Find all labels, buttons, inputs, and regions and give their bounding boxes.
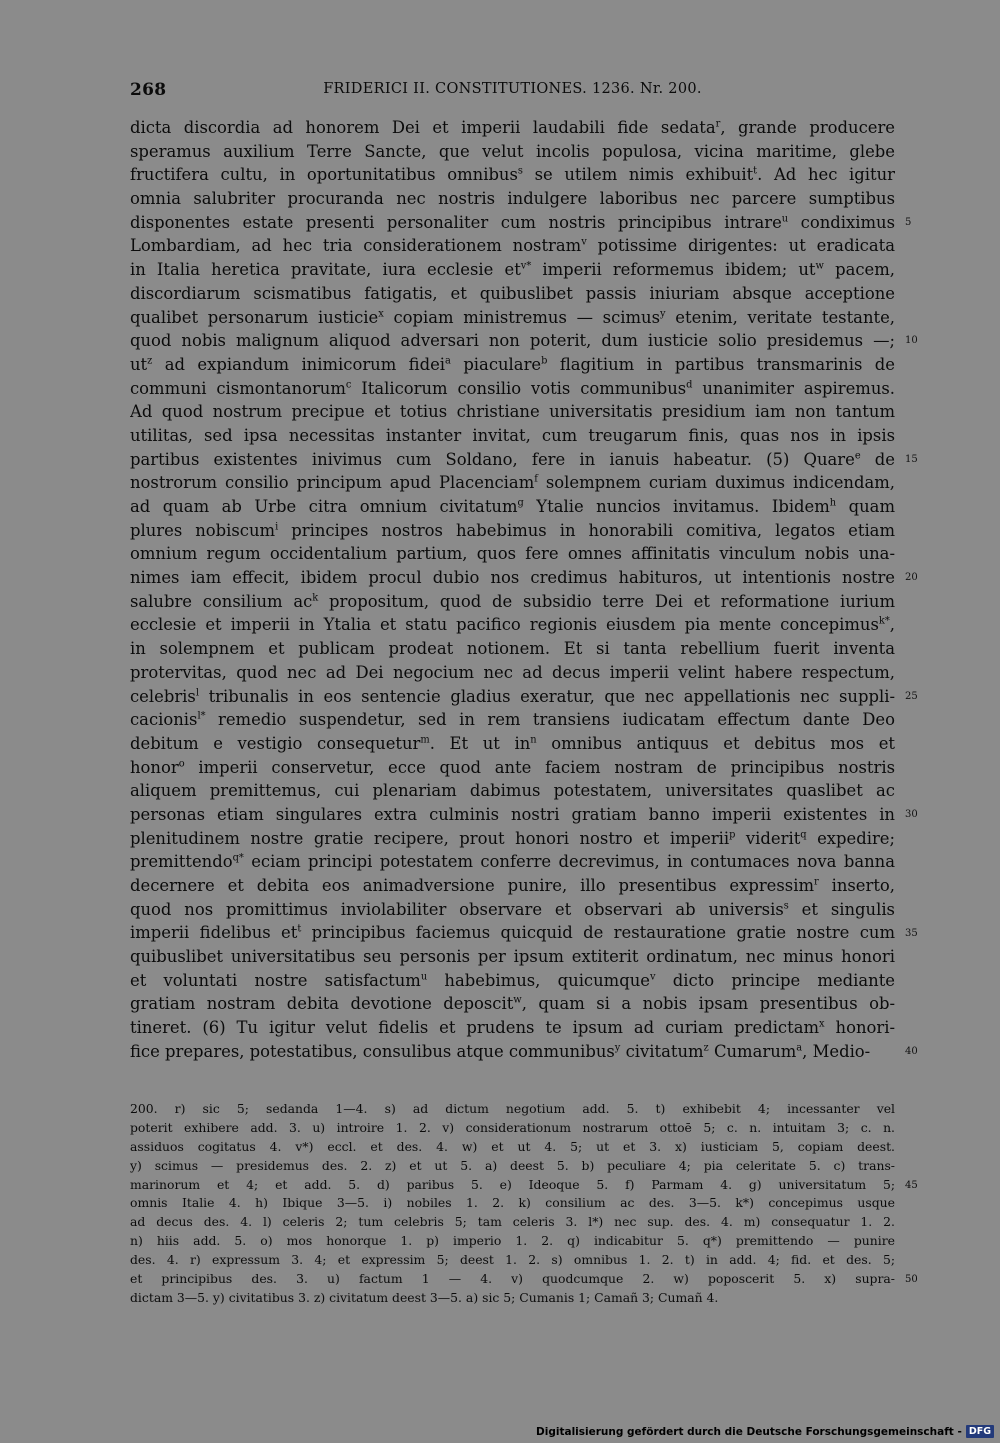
margin-line-number: 10 [905,335,918,347]
footnote-line: assiduos cogitatus 4. v*) eccl. et des. 4. w) et ut 4. 5; ut et 3. x) iusticiam 5, copiam deest. [130,1138,895,1154]
text-line: fice prepares, potestatibus, consulibus atque communibus$^y$ civitatum$^z$ Cumarum$^a$, Medio- [130,1041,871,1061]
digitization-credit [536,1424,994,1439]
margin-line-number: 15 [905,453,918,465]
text-line: communi cismontanorum$^c$ Italicorum consilio votis communibus$^d$ unanimiter aspiremus. [130,378,895,398]
text-line: gratiam nostram debita devotione deposcit$^w$, quam si a nobis ipsam presentibus ob- [130,994,895,1014]
text-line: nimes iam effecit, ibidem procul dubio nos credimus habituros, ut intentionis nostre [130,568,895,588]
text-line: nostrorum consilio principum apud Placenciam$^f$ solempnem curiam duximus indicendam, [130,473,895,493]
text-line: cacionis$^{l*}$ remedio suspendetur, sed in rem transiens iudicatam effectum dante Deo [130,710,895,730]
text-line: premittendo$^{q*}$ eciam principi potestatem conferre decrevimus, in contumaces nova banna [130,852,895,872]
text-line: Ad quod nostrum precipue et totius christiane universitatis presidium iam non tantum [130,402,895,422]
margin-line-number: 35 [905,927,918,939]
credit-text: Digitalisierung gefördert durch die Deutsche Forschungsgemeinschaft - [536,1425,962,1438]
text-line: Lombardiam, ad hec tria considerationem nostram$^v$ potissime dirigentes: ut eradicata [130,236,895,256]
footnote-line: des. 4. r) expressum 3. 4; et expressim 5; deest 1. 2. s) omnibus 1. 2. t) in add. 4; fid. et des. 5; [130,1252,895,1268]
page-number: 268 [130,80,167,100]
text-line: quod nos promittimus inviolabiliter observare et observari ab universis$^s$ et singulis [130,899,895,919]
text-line: disponentes estate presenti personaliter cum nostris principibus intrare$^u$ condiximus [130,212,895,232]
margin-line-number: 40 [905,1046,918,1058]
text-line: tineret. (6) Tu igitur velut fidelis et prudens te ipsum ad curiam predictam$^x$ honori- [130,1018,895,1038]
text-line: plenitudinem nostre gratie recipere, prout honori nostro et imperii$^p$ viderit$^q$ expedire; [130,828,895,848]
text-line: plures nobiscum$^i$ principes nostros habebimus in honorabili comitiva, legatos etiam [130,520,895,540]
text-line: partibus existentes inivimus cum Soldano, fere in ianuis habeatur. (5) Quare$^e$ de [130,449,895,469]
text-line: protervitas, quod nec ad Dei negocium nec ad decus imperii velint habere respectum, [130,662,895,682]
text-line: salubre consilium $ac^k$ propositum, quod de subsidio terre Dei et reformatione iurium [130,591,895,611]
footnote-line: y) scimus — presidemus des. 2. z) et ut 5. a) deest 5. b) peculiare 4; pia celeritate 5. c) trans- [130,1157,895,1173]
footnote-line: 200. r) sic 5; sedanda 1—4. s) ad dictum negotium add. 5. t) exhibebit 4; incessanter vel [130,1101,895,1116]
text-line: in Italia heretica pravitate, iura ecclesie $et^{v*}$ imperii reformemus ibidem; $ut^w$ pacem, [130,260,895,280]
text-line: dicta discordia ad honorem Dei et imperii laudabili fide sedata$^r$, grande producere [130,118,895,137]
page-header [130,80,895,102]
text-line: quod nobis malignum aliquod adversari non poterit, dum iusticie solio presidemus —; [130,331,895,351]
text-line: honor$^o$ imperii conservetur, ecce quod ante faciem nostram de principibus nostris [130,757,895,777]
text-line: aliquem premittemus, cui plenariam dabimus potestatem, universitates quaslibet ac [130,781,895,801]
text-line: fructifera cultu, in oportunitatibus omnibus$^s$ se utilem nimis exhibuit$^t$. Ad hec igitur [130,165,895,185]
main-text [130,116,895,1064]
footnotes [130,1100,895,1308]
text-line: celebris$^l$ tribunalis in eos sentencie gladius exeratur, que nec appellationis nec suppli- [130,686,895,706]
margin-line-number: 5 [905,216,912,228]
text-line: ad quam ab Urbe citra omnium civitatum$^g$ Ytalie nuncios invitamus. Ibidem$^h$ quam [130,497,895,516]
margin-line-number: 50 [905,1274,918,1286]
footnote-line: et principibus des. 3. u) factum 1 — 4. v) quodcumque 2. w) poposcerit 5. x) supra- [130,1271,895,1287]
dfg-logo: DFG [966,1425,994,1438]
footnote-line: ad decus des. 4. l) celeris 2; tum celebris 5; tam celeris 3. l*) nec sup. des. 4. m) consequatur 1. 2. [130,1214,895,1230]
text-line: et voluntati nostre satisfactum$^u$ habebimus, quicumque$^v$ dicto principe mediante [130,970,895,990]
text-line: quibuslibet universitatibus seu personis per ipsum extiterit ordinatum, nec minus honori [130,947,895,967]
text-line: omnia salubriter procuranda nec nostris indulgere laboribus nec parcere sumptibus [130,189,895,209]
text-line: speramus auxilium Terre Sancte, que velut incolis populosa, vicina maritime, glebe [130,141,895,161]
margin-line-number: 25 [905,690,918,702]
running-title: FRIDERICI II. CONSTITUTIONES. 1236. Nr. 200. [323,81,702,97]
footnote-line: marinorum et 4; et add. 5. d) paribus 5. e) Ideoque 5. f) Parmam 4. g) universitatum 5; [130,1176,895,1192]
text-line: qualibet personarum iusticie$^x$ copiam ministremus — scimus$^y$ etenim, veritate testante, [130,307,895,327]
footnote-line: dictam 3—5. y) civitatibus 3. z) civitatum deest 3—5. a) sic 5; Cumanis 1; Camañ 3; Cumañ 4. [130,1289,719,1305]
margin-line-number: 30 [905,809,918,821]
text-line: discordiarum scismatibus fatigatis, et quibuslibet passis iniuriam absque acceptione [130,283,895,303]
footnote-line: n) hiis add. 5. o) mos honorque 1. p) imperio 1. 2. q) indicabitur 5. q*) premittendo — punire [130,1233,895,1249]
margin-line-number: 20 [905,572,918,584]
text-line: debitum e vestigio consequetur$^m$. Et ut $in^n$ omnibus antiquus et debitus mos et [130,733,895,753]
text-line: omnium regum occidentalium partium, quos fere omnes affinitatis vinculum nobis una- [130,544,895,564]
margin-line-number: 45 [905,1179,918,1191]
text-line: $ut^z$ ad expiandum inimicorum fidei$^a$ piaculare$^b$ flagitium in partibus transmarinis de [130,354,895,374]
text-line: imperii fidelibus $et^t$ principibus faciemus quicquid de restauratione gratie nostre cum [130,923,895,943]
text-line: personas etiam singulares extra culminis nostri gratiam banno imperii existentes in [130,804,895,824]
footnote-line: omnis Italie 4. h) Ibique 3—5. i) nobiles 1. 2. k) consilium ac des. 3—5. k*) concepimus usque [130,1195,895,1211]
text-line: ecclesie et imperii in Ytalia et statu pacifico regionis eiusdem pia mente concepimus$^{k*}$, [130,615,895,635]
text-line: utilitas, sed ipsa necessitas instanter invitat, cum treugarum finis, quas nos in ipsis [130,425,895,445]
footnote-line: poterit exhibere add. 3. u) introire 1. 2. v) considerationum nostrarum ottoē 5; c. n. intuitam 3; c. n. [130,1119,895,1135]
text-line: in solempnem et publicam prodeat notionem. Et si tanta rebellium fuerit inventa [130,639,895,659]
text-line: decernere et debita eos animadversione punire, illo presentibus expressim$^r$ inserto, [130,876,895,895]
